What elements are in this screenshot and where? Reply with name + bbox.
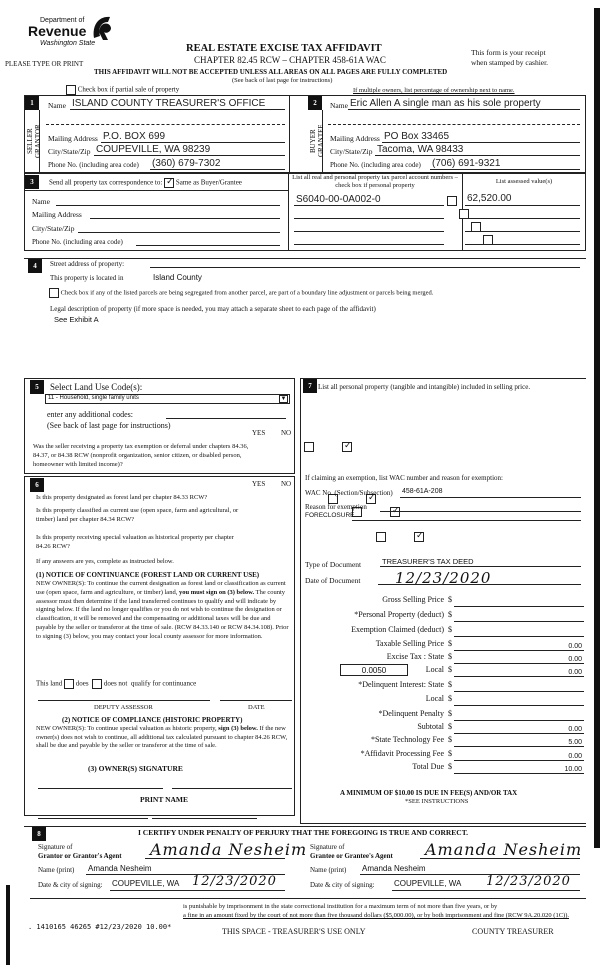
taxable-selling-price-line[interactable] [454,650,584,651]
state-technology-fee-label: *State Technology Fee [370,735,444,744]
currency-symbol: $ [448,735,452,744]
buyer-side-label [309,115,323,167]
seller-name-line [70,109,285,110]
grantor-name-label: Name (print) [38,866,75,874]
grantee-signature-line [420,858,580,859]
dor-logo-mark-icon [90,14,114,42]
treasurer-use-only: THIS SPACE - TREASURER'S USE ONLY [222,927,366,936]
parcel-line-2[interactable] [294,218,444,219]
legal-description-label: Legal description of property (if more space is needed, you may attach a separate sheet to each page of the affidavit) [50,305,376,313]
s5-question: Was the seller receiving a property tax exemption or deferral under chapters 84.36, 84.37, or 84.38 RCW (nonprofit organization, senior citizen, or disabled person, homeowner with limited income)? [33,443,249,468]
section-8-badge: 8 [32,827,46,841]
grantor-date-line [110,890,285,891]
section-1-badge: 1 [25,96,39,110]
notice-compliance-text-b: If the new owner(s) does not wish to continue, all additional tax calculated pursuant to chapter 84.26 RCW, shall be due and payable by the seller or transferor at the time of sale. [36,725,288,749]
form-title: REAL ESTATE EXCISE TAX AFFIDAVIT [186,43,382,54]
section-2-badge: 2 [308,96,322,110]
does-label: does [75,679,89,688]
partial-sale-label: Check box if partial sale of property [77,85,180,94]
excise-tax-local-line[interactable] [454,676,584,677]
currency-symbol: $ [448,709,452,718]
delinquent-interest-local-line[interactable] [454,705,584,706]
personal-property-deduct-row [302,610,584,622]
segregate-label: Check box if any of the listed parcels are being segregated from another parcel, are part of a boundary line adjustment or parcels being merged. [60,289,434,297]
s5-see-back: (See back of last page for instructions) [47,421,171,430]
notice-compliance-body [36,725,294,751]
notice-continuance-title: (1) NOTICE OF CONTINUANCE (FOREST LAND OR CURRENT USE) [36,571,260,579]
excise-tax-local-value: 0.00 [568,669,582,676]
assessed-line-4[interactable] [465,244,580,245]
currency-symbol: $ [448,680,452,689]
grantor-date-label: Date & city of signing: [38,881,103,889]
receipt-note-1: This form is your receipt [471,48,546,57]
partial-sale-checkbox[interactable] [66,85,76,95]
see-instructions-note: *SEE INSTRUCTIONS [405,798,469,805]
grantee-date-value[interactable]: 12/23/2020 [486,874,571,889]
s6-yes-header: YES [252,480,266,488]
dor-logo [28,14,118,48]
see-back-instructions: (See back of last page for instructions) [232,77,333,84]
deputy-assessor-label: DEPUTY ASSESSOR [94,704,153,711]
buyer-city-line [375,155,580,156]
located-in-label: This property is located in [50,274,124,282]
notice-continuance-text-bold: you must sign on (3) below. [178,588,255,596]
grantor-sig-label-1: Signature of [38,843,73,851]
this-land-label: This land [36,679,63,688]
doc-date-value[interactable]: 12/23/2020 [395,569,492,587]
s3-city-label: City/State/Zip [32,224,75,233]
s6-if-yes: If any answers are yes, complete as instructed below. [36,558,174,565]
grantor-date-value[interactable]: 12/23/2020 [192,874,277,889]
grantor-name-value[interactable]: Amanda Nesheim [88,864,152,873]
state-technology-fee-line[interactable] [454,746,584,747]
legal-description-value[interactable]: See Exhibit A [54,315,99,324]
assessed-value-1[interactable]: 62,520.00 [467,193,512,204]
personal-property-label: List all personal property (tangible and intangible) included in selling price. [318,383,531,391]
state-technology-fee-row [302,735,584,747]
delinquent-penalty-label: *Delinquent Penalty [378,709,444,718]
parcel-line-4[interactable] [294,244,444,245]
street-address-label: Street address of property: [50,260,125,268]
s5-yes-header: YES [252,429,266,437]
print-name-line-1[interactable] [38,818,148,819]
grantor-sig-label-2: Grantor or Grantor's Agent [38,852,122,860]
seller-mailing-field[interactable]: P.O. BOX 699 [103,131,166,142]
buyer-mailing-label: Mailing Address [330,134,380,143]
subtotal-value: 0.00 [568,726,582,733]
delinquent-interest-local-label: Local [425,694,444,703]
deputy-assessor-line[interactable] [38,700,210,701]
exemption-claimed-row [302,625,584,637]
currency-symbol: $ [448,722,452,731]
section-3-header-rule [24,190,288,191]
s3-phone-line[interactable] [136,245,280,246]
parcel-line-1 [294,205,444,206]
grantee-sig-label-2: Grantee or Grantee's Agent [310,852,393,860]
penalty-line-2: a fine in an amount fixed by the court of not more than five thousand dollars ($5,000.00), or by both imprisonment and fine (RCW 9A.20.020 (1C)). [183,912,570,919]
buyer-mailing-line [382,142,580,143]
currency-symbol: $ [448,652,452,661]
grantee-name-value[interactable]: Amanda Nesheim [362,864,426,873]
notice-compliance-text-bold: sign (3) below. [218,725,258,732]
buyer-name-line-2 [328,124,580,125]
delinquent-penalty-row [302,709,584,721]
minimum-due-note: A MINIMUM OF $10.00 IS DUE IN FEE(S) AND/OR TAX [340,789,518,797]
affidavit-processing-fee-line[interactable] [454,760,584,761]
reason-line-2[interactable] [352,520,581,521]
total-due-value: 10.00 [564,766,582,773]
seller-phone-field[interactable]: (360) 679-7302 [152,158,221,169]
currency-symbol: $ [448,625,452,634]
located-in-value[interactable]: Island County [153,273,202,282]
currency-symbol: $ [448,762,452,771]
seller-label: SELLER [26,128,34,154]
dropdown-arrow-icon[interactable]: ▼ [280,396,287,402]
seller-phone-line [150,169,285,170]
county-treasurer: COUNTY TREASURER [472,927,554,936]
continuance-row [36,679,196,689]
seller-city-field[interactable]: COUPEVILLE, WA 98239 [96,144,211,155]
excise-tax-local-label: Local [425,665,444,674]
excise-tax-local-row [302,665,584,677]
buyer-phone-line [430,169,580,170]
exemption-label: If claiming an exemption, list WAC number and reason for exemption: [305,474,503,482]
grantee-name-label: Name (print) [310,866,347,874]
s3-name-line[interactable] [56,205,280,206]
logo-line2: Revenue [28,23,87,39]
affidavit-processing-fee-label: *Affidavit Processing Fee [360,749,444,758]
grantor-signature[interactable]: Amanda Nesheim [150,840,308,859]
doc-type-label: Type of Document [305,560,362,569]
doc-date-line [378,584,581,585]
segregate-checkbox[interactable] [49,288,59,298]
reason-label: Reason for exemption [305,503,367,511]
local-rate-box[interactable]: 0.0050 [340,664,408,676]
total-due-line[interactable] [454,773,584,774]
currency-symbol: $ [448,610,452,619]
footer-rule [30,898,586,899]
state-technology-fee-value: 5.00 [568,739,582,746]
assessed-line-3[interactable] [465,231,580,232]
excise-tax-state-label: Excise Tax : State [386,652,444,661]
penalty-line-1: is punishable by imprisonment in the state correctional institution for a maximum term of not more than five years, or by [183,903,498,910]
reason-value[interactable]: FORECLOSURE [305,512,355,519]
exemption-claimed-label: Exemption Claimed (deduct) [351,625,444,634]
notice-continuance-text-b: The county assessor must then determine if the land transferred continues to qualify and will indicate by signing below. If the land no longer qualifies or you do not wish to continue the designation or classification, it will be removed and the compensating or additional taxes will be due and payable by the seller or transferor at the time of sale. (RCW 84.33.140 or RCW 84.34.108). Prior to signing (3) below, you may contact your local county assessor for more information. [36,588,289,640]
grantee-city-value[interactable]: COUPEVILLE, WA [394,879,462,888]
buyer-name-field[interactable]: Eric Allen A single man as his sole property [350,98,541,109]
buyer-mailing-field[interactable]: PO Box 33465 [384,131,450,142]
buyer-city-field[interactable]: Tacoma, WA 98433 [377,144,464,155]
subtotal-line[interactable] [454,733,584,734]
delinquent-interest-state-label: *Delinquent Interest: State [358,680,444,689]
doc-type-value[interactable]: TREASURER'S TAX DEED [382,557,474,566]
seller-phone-label: Phone No. (including area code) [48,161,139,169]
scan-edge-bar [594,8,600,848]
seller-mailing-line [101,142,285,143]
assessed-line-2[interactable] [465,218,580,219]
delinquent-interest-state-row [302,680,584,692]
total-due-row [302,762,584,774]
grantee-sig-label-1: Signature of [310,843,345,851]
owner-signature-line-1[interactable] [38,788,163,789]
s6-question-1: Is this property designated as forest land per chapter 84.33 RCW? [36,494,208,501]
grantor-signature-line [145,858,285,859]
assessor-date-line[interactable] [220,700,292,701]
section-7-badge: 7 [303,379,317,393]
grantee-label: GRANTEE [317,124,325,158]
send-correspondence-label: Send all property tax correspondence to: [49,178,163,187]
receipt-note-2: when stamped by cashier. [471,58,549,67]
does-not-qualify-checkbox[interactable] [92,679,102,689]
parties-divider [289,95,290,173]
notice-compliance-title: (2) NOTICE OF COMPLIANCE (HISTORIC PROPERTY) [62,716,243,724]
reason-line [380,511,581,512]
seller-side-label [26,115,40,167]
segregate-row [49,288,433,298]
section-6-badge: 6 [30,478,44,492]
s3-phone-label: Phone No. (including area code) [32,238,123,246]
personal-property-deduct-line[interactable] [454,621,584,622]
subtotal-label: Subtotal [417,722,444,731]
does-not-label: does not [103,679,128,688]
scan-edge-bar-left [6,885,10,965]
owner-signature-label: (3) OWNER(S) SIGNATURE [88,764,183,773]
notice-continuance-body [36,580,292,642]
s5-no-header: NO [281,429,292,437]
parcel-1-personal-checkbox[interactable] [447,196,457,206]
seller-name-line-2 [46,124,285,125]
wac-line [400,497,581,498]
owner-signature-line-2[interactable] [172,788,292,789]
section-8-rule [24,826,586,827]
affidavit-processing-fee-value: 0.00 [568,753,582,760]
s6-question-2: Is this property classified as current use (open space, farm and agricultural, or timber) land per chapter 84.34 RCW? [36,507,239,523]
please-type: PLEASE TYPE OR PRINT [5,60,84,68]
delinquent-penalty-line[interactable] [454,720,584,721]
seller-city-label: City/State/Zip [48,147,91,156]
buyer-label: BUYER [309,129,317,153]
parcel-header: List all real and personal property tax parcel account numbers – check box if personal property [292,174,458,189]
doc-date-label: Date of Document [305,576,361,585]
additional-codes-label: enter any additional codes: [47,410,133,419]
gross-selling-price-row [302,595,584,607]
notice-compliance-text-a: NEW OWNER(S): To continue special valuation as historic property, [36,725,217,732]
gross-selling-price-label: Gross Selling Price [382,595,444,604]
logo-line3: Washington State [40,40,96,47]
delinquent-interest-state-line[interactable] [454,691,584,692]
s3-mailing-label: Mailing Address [32,210,82,219]
exemption-claimed-line[interactable] [454,636,584,637]
currency-symbol: $ [448,694,452,703]
s3-mailing-line[interactable] [90,218,280,219]
grantor-city-value[interactable]: COUPEVILLE, WA [112,879,180,888]
s3-city-line[interactable] [78,232,280,233]
personal-property-deduct-label: *Personal Property (deduct) [354,610,444,619]
land-use-select[interactable] [45,394,290,404]
grantor-label: GRANTOR [34,124,42,158]
multiple-owners-note: If multiple owners, list percentage of ownership next to name. [353,87,515,94]
buyer-phone-field[interactable]: (706) 691-9321 [432,158,501,169]
affidavit-processing-fee-row [302,749,584,761]
does-qualify-checkbox[interactable] [64,679,74,689]
grantee-date-label: Date & city of signing: [310,881,375,889]
same-as-buyer-checkbox[interactable] [164,178,174,188]
currency-symbol: $ [448,639,452,648]
logo-line1: Department of [40,17,85,24]
s3-name-label: Name [32,197,50,206]
section-3-badge: 3 [25,175,39,189]
form-subtitle: CHAPTER 82.45 RCW – CHAPTER 458-61A WAC [194,55,386,65]
seller-city-line [94,155,285,156]
seller-name-field[interactable]: ISLAND COUNTY TREASURER'S OFFICE [72,98,266,109]
doc-type-line [380,566,581,567]
wac-value[interactable]: 458-61A-208 [402,488,443,495]
acceptance-warning: THIS AFFIDAVIT WILL NOT BE ACCEPTED UNLESS ALL AREAS ON ALL PAGES ARE FULLY COMPLETED [94,68,448,76]
same-as-buyer-label: Same as Buyer/Grantee [175,178,242,187]
taxable-selling-price-value: 0.00 [568,643,582,650]
land-use-selected-value: 11 - Household, single family units [48,395,139,401]
assessor-date-label: DATE [248,704,265,711]
seller-mailing-label: Mailing Address [48,134,98,143]
excise-tax-state-row [302,652,584,664]
section-3-divider-1 [288,173,289,251]
street-address-line[interactable] [150,267,580,268]
delinquent-interest-local-row [302,694,584,706]
buyer-city-label: City/State/Zip [330,147,373,156]
parcel-line-3[interactable] [294,231,444,232]
perjury-certification: I CERTIFY UNDER PENALTY OF PERJURY THAT THE FOREGOING IS TRUE AND CORRECT. [138,828,469,837]
s6-no-header: NO [281,480,292,488]
additional-codes-line[interactable] [166,418,286,419]
assessed-header: List assessed value(s) [495,178,553,185]
gross-selling-price-line[interactable] [454,606,584,607]
wac-label: WAC No. (Section/Subsection) [305,489,393,497]
excise-tax-state-line[interactable] [454,663,584,664]
qualify-label: qualify for continuance [130,679,197,688]
currency-symbol: $ [448,665,452,674]
buyer-phone-label: Phone No. (including area code) [330,161,421,169]
partial-sale [66,85,179,95]
taxable-selling-price-label: Taxable Selling Price [375,639,444,648]
excise-tax-state-value: 0.00 [568,656,582,663]
currency-symbol: $ [448,749,452,758]
s6-question-3: Is this property receiving special valuation as historical property per chapter 84.26 RCW? [36,534,234,550]
assessed-line-1 [465,205,580,206]
receipt-stamp: . 1410165 46265 #12/23/2020 10.00* [28,923,172,931]
grantee-date-line [392,890,580,891]
print-name-line-2[interactable] [152,818,257,819]
section-4-rule [24,258,586,259]
seller-name-label: Name [48,101,66,110]
print-name-label: PRINT NAME [140,795,188,804]
parcel-1[interactable]: S6040-00-0A002-0 [296,194,381,205]
buyer-name-line [348,109,580,110]
land-use-label: Select Land Use Code(s): [50,382,143,392]
currency-symbol: $ [448,595,452,604]
section-5-badge: 5 [30,380,44,394]
taxable-selling-price-row [302,639,584,651]
total-due-label: Total Due [412,762,444,771]
section-4-badge: 4 [28,259,42,273]
subtotal-row [302,722,584,734]
grantee-signature[interactable]: Amanda Nesheim [425,840,583,859]
buyer-name-label: Name [330,101,348,110]
send-correspondence [49,178,242,188]
notice-continuance-text-a: NEW OWNER(S): To continue the current designation as forest land or classification as current use (open space, farm and agriculture, or timber) land, [36,580,286,596]
